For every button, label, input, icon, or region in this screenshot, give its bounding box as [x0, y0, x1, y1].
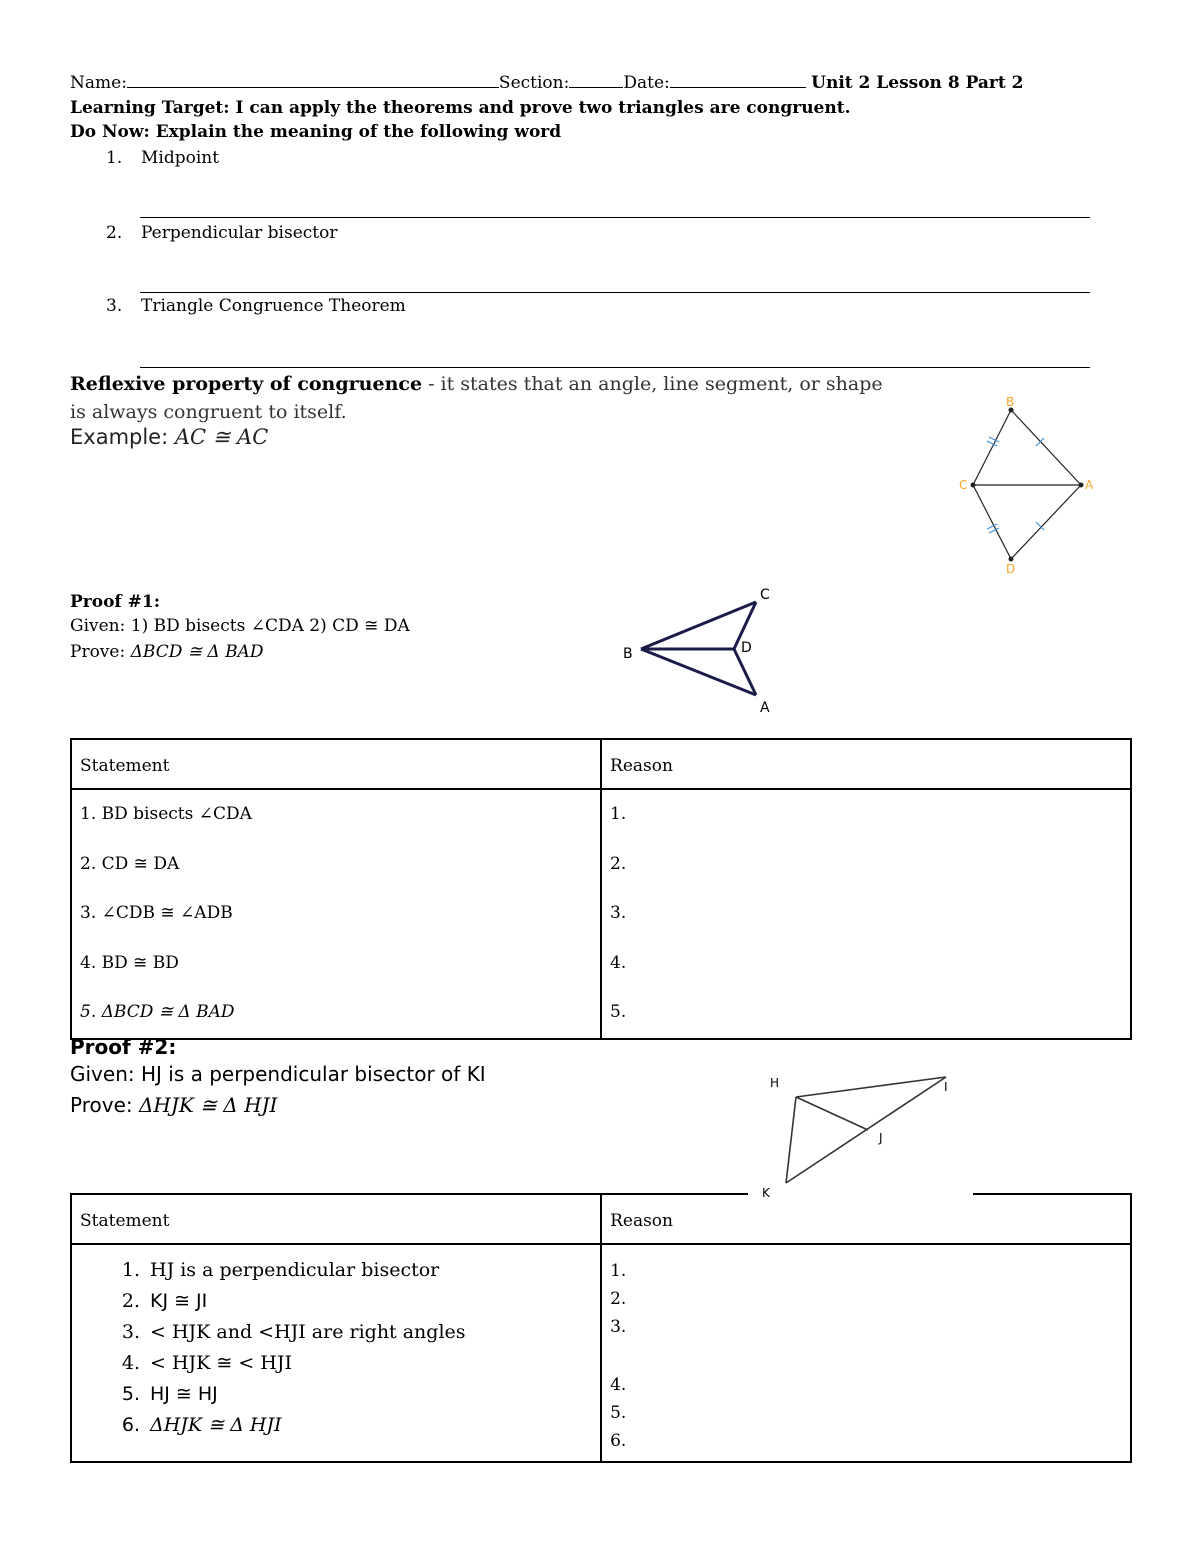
proof1-statements — [71, 789, 601, 1039]
proof2-reason-header: Reason — [601, 1194, 1131, 1244]
do-now-title: Do Now: Explain the meaning of the following word — [70, 122, 562, 142]
answer-line-1[interactable] — [140, 217, 1090, 218]
proof2-title: Proof #2: — [70, 1035, 177, 1059]
do-now-item-1: 1. Midpoint — [106, 148, 220, 168]
kite-label-b: B — [1006, 395, 1015, 409]
proof2-reason: 5. — [610, 1403, 627, 1423]
kite-figure — [955, 392, 1105, 577]
proof1-statement: 3. ∠CDB ≅ ∠ADB — [80, 903, 233, 923]
proof2-reason: 4. — [610, 1375, 627, 1395]
proof2-statement: 6. ΔHJK ≅ Δ HJI — [121, 1414, 282, 1436]
proof1-reason: 4. — [610, 952, 627, 973]
proof2-statement: 1. HJ is a perpendicular bisector — [121, 1259, 440, 1281]
tri-label-h: H — [770, 1076, 780, 1090]
proof1-reason: 3. — [610, 903, 627, 923]
proof1-given: Given: 1) BD bisects ∠CDA 2) CD ≅ DA — [70, 616, 410, 636]
quad-label-b: B — [623, 646, 633, 662]
quad-label-d: D — [741, 640, 752, 656]
proof2-statement: 4. < HJK ≅ < HJI — [121, 1352, 292, 1374]
learning-target: Learning Target: I can apply the theorems and prove two triangles are congruent. — [70, 98, 851, 118]
answer-line-3[interactable] — [140, 367, 1090, 368]
reflexive-term: Reflexive property of congruence — [70, 373, 423, 395]
proof2-prove: Prove: ΔHJK ≅ Δ HJI — [70, 1093, 278, 1117]
triangle-hik-figure — [748, 1066, 973, 1206]
proof1-statement: 2. CD ≅ DA — [80, 853, 180, 874]
quad-label-c: C — [760, 587, 770, 603]
proof2-reason: 1. — [610, 1261, 627, 1281]
header-line — [70, 72, 1023, 93]
do-now-item-2: 2. Perpendicular bisector — [106, 223, 338, 243]
proof1-reason: 5. — [610, 1002, 627, 1022]
proof1-reason: 2. — [610, 853, 627, 874]
proof1-statement: 4. BD ≅ BD — [80, 952, 179, 973]
quad-label-a: A — [760, 700, 770, 715]
proof2-statement-header: Statement — [71, 1194, 601, 1244]
tri-label-i: I — [944, 1080, 948, 1094]
proof2-statement: 2. KJ ≅ JI — [121, 1290, 208, 1312]
reflexive-example: Example: AC ≅ AC — [70, 425, 269, 449]
proof1-reasons[interactable] — [601, 789, 1131, 1039]
proof1-table — [70, 738, 1132, 1040]
section-blank[interactable] — [569, 72, 623, 88]
proof2-reason: 6. — [610, 1431, 627, 1451]
name-label: Name: — [70, 73, 127, 93]
answer-line-2[interactable] — [140, 292, 1090, 293]
section-label: Section: — [498, 73, 570, 93]
proof1-statement-header: Statement — [71, 739, 601, 789]
proof1-title: Proof #1: — [70, 592, 160, 612]
date-blank[interactable] — [670, 72, 806, 88]
proof2-reason: 2. — [610, 1289, 627, 1309]
proof2-statements — [71, 1244, 601, 1462]
proof1-statement: 1. BD bisects ∠CDA — [80, 804, 252, 824]
proof1-reason: 1. — [610, 804, 627, 824]
kite-label-a: A — [1085, 478, 1094, 492]
do-now-item-3: 3. Triangle Congruence Theorem — [106, 296, 406, 316]
proof1-prove: Prove: ΔBCD ≅ Δ BAD — [70, 642, 264, 662]
proof1-reason-header: Reason — [601, 739, 1131, 789]
proof1-statement: 5. ΔBCD ≅ Δ BAD — [80, 1002, 235, 1022]
proof2-statement: 3. < HJK and <HJI are right angles — [121, 1321, 466, 1343]
example-math: AC ≅ AC — [174, 425, 269, 449]
name-blank[interactable] — [127, 72, 499, 88]
proof2-table — [70, 1193, 1132, 1463]
proof2-given: Given: HJ is a perpendicular bisector of KI — [70, 1062, 486, 1086]
tri-label-j: J — [879, 1131, 883, 1145]
tri-label-k: K — [762, 1186, 770, 1200]
reflexive-definition: Reflexive property of congruence - it states that an angle, line segment, or shape is always congruent to itself. — [70, 373, 883, 423]
kite-label-c: C — [959, 478, 968, 492]
unit-title: Unit 2 Lesson 8 Part 2 — [811, 73, 1024, 93]
proof2-reasons[interactable] — [601, 1244, 1131, 1462]
proof2-reason: 3. — [610, 1317, 627, 1337]
arrow-quadrilateral-figure — [615, 580, 785, 715]
date-label: Date: — [623, 73, 670, 93]
kite-label-d: D — [1006, 562, 1016, 576]
proof2-statement: 5. HJ ≅ HJ — [121, 1383, 218, 1405]
